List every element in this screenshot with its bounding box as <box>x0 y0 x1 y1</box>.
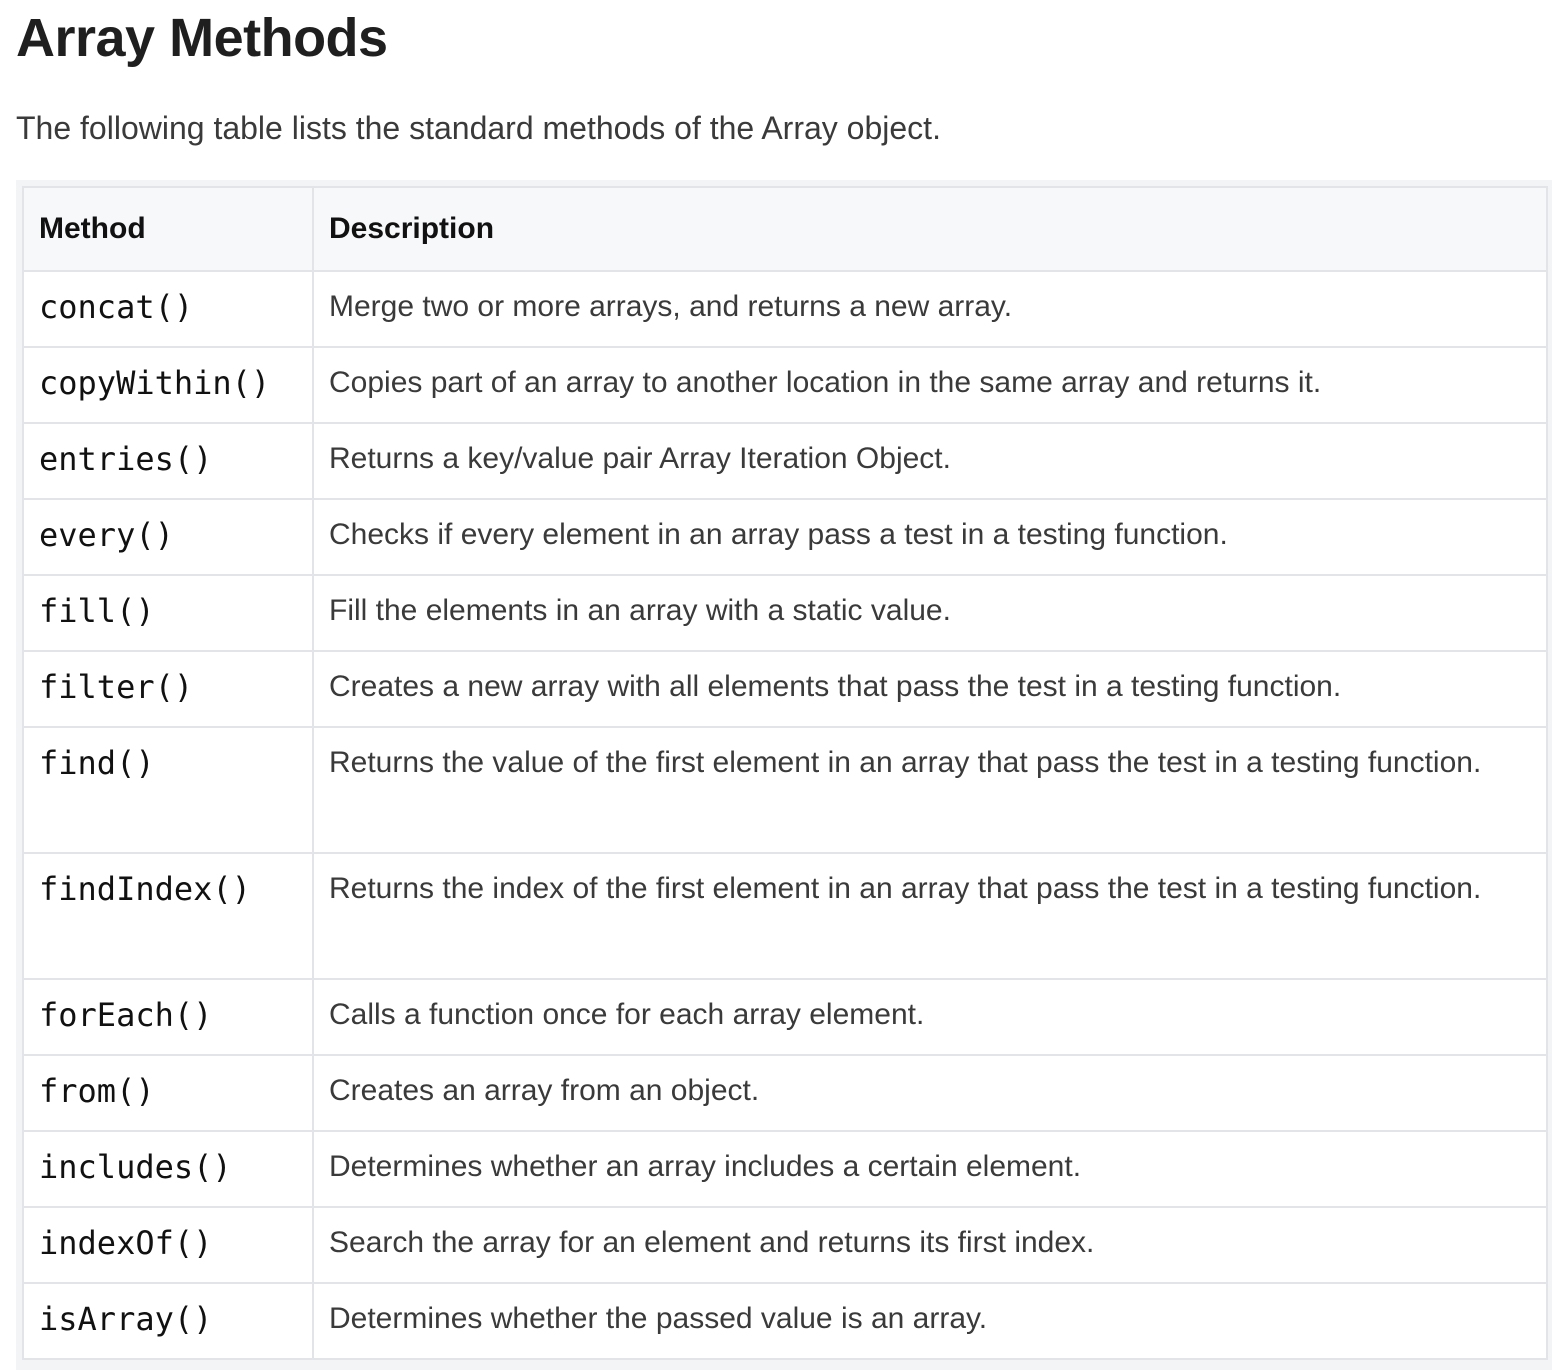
description-cell <box>313 1283 1547 1359</box>
description-cell <box>313 575 1547 651</box>
table-row <box>23 423 1547 499</box>
method-name: fill() <box>39 592 155 630</box>
description-cell <box>313 1207 1547 1283</box>
description-cell <box>313 423 1547 499</box>
table-row <box>23 499 1547 575</box>
table-row <box>23 271 1547 347</box>
method-cell <box>23 347 313 423</box>
description-cell <box>313 271 1547 347</box>
table-row <box>23 979 1547 1055</box>
header-method: Method <box>23 187 313 271</box>
description-cell <box>313 499 1547 575</box>
table-row <box>23 853 1547 979</box>
method-cell <box>23 853 313 979</box>
method-name: filter() <box>39 668 194 706</box>
method-cell <box>23 727 313 853</box>
method-name: isArray() <box>39 1300 213 1338</box>
method-description: Calls a function once for each array element. <box>329 998 925 1031</box>
method-description: Creates a new array with all elements that pass the test in a testing function. <box>329 670 1342 703</box>
method-description: Returns a key/value pair Array Iteration Object. <box>329 442 951 475</box>
method-description: Determines whether an array includes a certain element. <box>329 1150 1082 1183</box>
method-cell <box>23 1055 313 1131</box>
description-cell <box>313 727 1547 853</box>
table-row <box>23 575 1547 651</box>
method-cell <box>23 651 313 727</box>
method-description: Merge two or more arrays, and returns a new array. <box>329 290 1013 323</box>
method-description: Returns the value of the first element in an array that pass the test in a testing function. <box>329 746 1482 779</box>
description-cell <box>313 1055 1547 1131</box>
description-cell <box>313 347 1547 423</box>
method-description: Creates an array from an object. <box>329 1074 760 1107</box>
method-name: findIndex() <box>39 870 251 908</box>
description-cell <box>313 979 1547 1055</box>
table-header-row <box>23 187 1547 271</box>
method-description: Determines whether the passed value is an array. <box>329 1302 988 1335</box>
methods-table <box>22 186 1548 1360</box>
method-name: concat() <box>39 288 194 326</box>
method-name: includes() <box>39 1148 232 1186</box>
table-row <box>23 347 1547 423</box>
method-name: find() <box>39 744 155 782</box>
method-cell <box>23 1207 313 1283</box>
method-cell <box>23 423 313 499</box>
method-description: Copies part of an array to another location in the same array and returns it. <box>329 366 1322 399</box>
header-description: Description <box>313 187 1547 271</box>
method-cell <box>23 1283 313 1359</box>
method-description: Returns the index of the first element in an array that pass the test in a testing function. <box>329 872 1482 905</box>
table-row <box>23 1055 1547 1131</box>
table-row <box>23 1283 1547 1359</box>
page-title: Array Methods <box>16 8 388 68</box>
method-description: Fill the elements in an array with a static value. <box>329 594 951 627</box>
method-description: Checks if every element in an array pass a test in a testing function. <box>329 518 1228 551</box>
description-cell <box>313 853 1547 979</box>
method-name: copyWithin() <box>39 364 271 402</box>
method-name: from() <box>39 1072 155 1110</box>
method-name: entries() <box>39 440 213 478</box>
method-cell <box>23 499 313 575</box>
method-name: indexOf() <box>39 1224 213 1262</box>
method-cell <box>23 271 313 347</box>
table-row <box>23 651 1547 727</box>
method-cell <box>23 1131 313 1207</box>
description-cell <box>313 651 1547 727</box>
intro-text: The following table lists the standard methods of the Array object. <box>16 110 941 146</box>
method-name: forEach() <box>39 996 213 1034</box>
method-name: every() <box>39 516 174 554</box>
methods-table-container <box>16 180 1552 1370</box>
description-cell <box>313 1131 1547 1207</box>
table-row <box>23 727 1547 853</box>
method-description: Search the array for an element and returns its first index. <box>329 1226 1095 1259</box>
table-row <box>23 1131 1547 1207</box>
method-cell <box>23 979 313 1055</box>
method-cell <box>23 575 313 651</box>
table-row <box>23 1207 1547 1283</box>
